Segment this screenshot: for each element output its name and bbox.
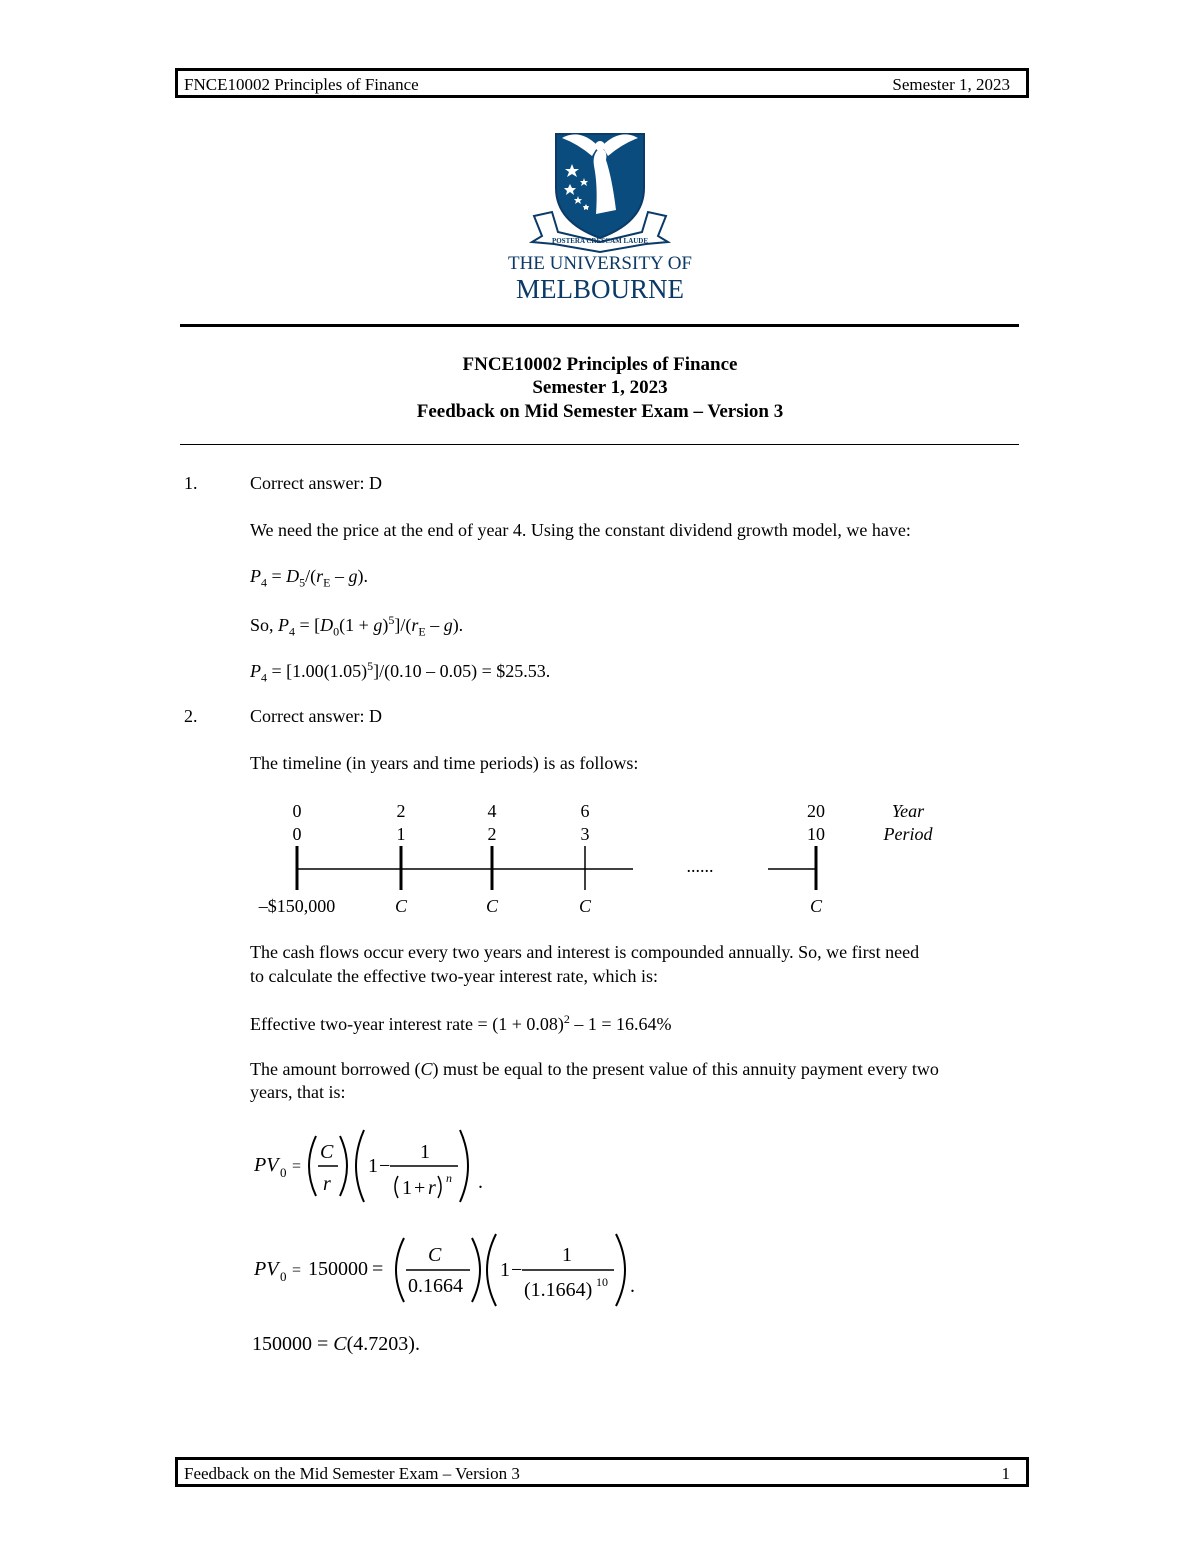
- timeline-period-1: 1: [396, 824, 406, 844]
- q2-final-equation: 150000 = C(4.7203).: [252, 1333, 420, 1355]
- svg-text:150000: 150000: [308, 1258, 368, 1280]
- bottom-rule: [180, 444, 1019, 445]
- q2-para2-line2: years, that is:: [250, 1082, 346, 1102]
- q1-so: So,: [250, 615, 274, 635]
- q1-answer: Correct answer: D: [250, 473, 382, 493]
- svg-text:PV: PV: [254, 1258, 279, 1280]
- svg-text:1: 1: [500, 1259, 510, 1281]
- svg-text:10: 10: [596, 1275, 608, 1289]
- svg-text:.: .: [630, 1275, 635, 1297]
- timeline-flow-2: C: [485, 896, 499, 916]
- q2-para1-line2: to calculate the effective two-year interest rate, which is:: [250, 966, 658, 986]
- svg-text:PV: PV: [254, 1154, 279, 1176]
- timeline-year-4: 4: [487, 801, 497, 821]
- timeline-year-6: 6: [580, 801, 590, 821]
- svg-text:1: 1: [402, 1177, 412, 1199]
- svg-text:1: 1: [562, 1244, 572, 1266]
- footer-page-number: 1: [1001, 1464, 1010, 1483]
- title-semester: Semester 1, 2023: [532, 377, 668, 398]
- svg-text:=: =: [292, 1262, 302, 1279]
- svg-text:C: C: [428, 1244, 442, 1266]
- logo-line2: MELBOURNE: [516, 274, 684, 304]
- timeline-period-label: Period: [883, 824, 933, 844]
- q2-eff-rate-tail: – 1 = 16.64%: [569, 1014, 672, 1034]
- q1-formula-1: $P_4 = D_5/(r_E - g)$.: [250, 566, 369, 590]
- university-logo: [500, 126, 700, 306]
- q1-intro: We need the price at the end of year 4. Using the constant dividend growth model, we have:: [250, 520, 911, 540]
- timeline-year-2: 2: [396, 801, 406, 821]
- title-course: FNCE10002 Principles of Finance: [462, 354, 738, 375]
- annuity-formula: [252, 1126, 492, 1206]
- crest-icon: [500, 126, 700, 306]
- q1-result: ]/(0.10 – 0.05) = $25.53.: [373, 661, 551, 681]
- cash-flow-timeline: [250, 796, 970, 921]
- svg-text:(1.1664): (1.1664): [524, 1279, 593, 1301]
- page-header: [175, 68, 1029, 98]
- timeline-flow-10: C: [809, 896, 823, 916]
- svg-text:1: 1: [420, 1141, 430, 1163]
- svg-text:n: n: [446, 1171, 452, 1185]
- timeline-flow-1: C: [394, 896, 408, 916]
- q1-formula-2: So, $P_4 = [D_0(1 + g)^5]/(r_E - g)$.: [250, 613, 464, 639]
- timeline-period-3: 3: [580, 824, 590, 844]
- annuity-formula-numeric: [252, 1230, 642, 1310]
- svg-text:r: r: [428, 1177, 436, 1199]
- timeline-year-20: 20: [807, 801, 825, 821]
- timeline-period-0: 0: [292, 824, 302, 844]
- title-feedback: Feedback on Mid Semester Exam – Version 3: [416, 401, 784, 422]
- logo-motto: POSTERA CRESCAM LAUDE: [551, 237, 649, 245]
- header-semester: Semester 1, 2023: [892, 75, 1010, 94]
- q2-eff-rate-label: Effective two-year interest rate = (1 + 0.08): [250, 1014, 564, 1034]
- q2-number: 2.: [184, 706, 198, 726]
- svg-text:−: −: [511, 1259, 523, 1281]
- timeline-flow-3: C: [578, 896, 592, 916]
- top-rule: [180, 324, 1019, 327]
- svg-text:0.1664: 0.1664: [408, 1275, 463, 1297]
- q2-answer: Correct answer: D: [250, 706, 382, 726]
- timeline-year-label: Year: [891, 801, 925, 821]
- timeline-period-2: 2: [487, 824, 497, 844]
- page-footer: [175, 1457, 1029, 1487]
- timeline-dots: ......: [686, 856, 714, 876]
- svg-text:r: r: [323, 1173, 331, 1195]
- svg-text:+: +: [414, 1177, 426, 1199]
- svg-text:0: 0: [280, 1165, 287, 1180]
- q1-formula-3: $P_4 = [1.00(1.05)^5]/(0.10 - 0.05)$ = $25.53.: [250, 659, 551, 685]
- q1-number: 1.: [184, 473, 198, 493]
- timeline-flow-0: –$150,000: [258, 896, 336, 916]
- q2-para2-line1: The amount borrowed (C) must be equal to the present value of this annuity payment every two: [250, 1059, 939, 1079]
- svg-text:.: .: [478, 1171, 483, 1193]
- timeline-period-10: 10: [807, 824, 825, 844]
- q2-intro: The timeline (in years and time periods) is as follows:: [250, 753, 639, 773]
- header-course: FNCE10002 Principles of Finance: [184, 75, 419, 94]
- q2-eff-rate: Effective two-year interest rate = $(1 + 0.08)^2 - 1 = 16.64\%$: [250, 1012, 672, 1034]
- q2-para1-line1: The cash flows occur every two years and interest is compounded annually. So, we first need: [250, 942, 920, 962]
- svg-text:=: =: [372, 1258, 384, 1280]
- timeline-year-0: 0: [292, 801, 302, 821]
- svg-text:−: −: [379, 1155, 391, 1177]
- svg-text:C: C: [320, 1141, 334, 1163]
- svg-text:=: =: [292, 1158, 302, 1175]
- svg-text:1: 1: [368, 1155, 378, 1177]
- footer-text: Feedback on the Mid Semester Exam – Version 3: [184, 1464, 520, 1483]
- svg-text:0: 0: [280, 1269, 287, 1284]
- logo-line1: THE UNIVERSITY OF: [507, 253, 693, 274]
